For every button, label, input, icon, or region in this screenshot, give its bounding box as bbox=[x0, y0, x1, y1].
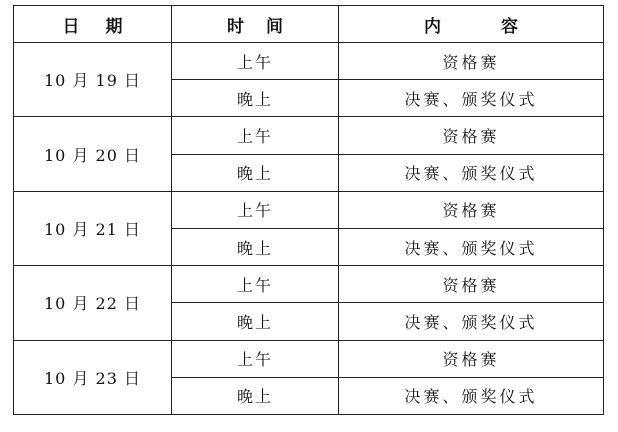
content-cell: 资格赛 bbox=[339, 191, 604, 228]
date-cell: 10 月 23 日 bbox=[14, 340, 172, 415]
time-cell: 上午 bbox=[172, 191, 339, 228]
time-cell: 晚上 bbox=[172, 154, 339, 191]
time-cell: 晚上 bbox=[172, 377, 339, 414]
table-row bbox=[14, 117, 604, 154]
time-cell: 晚上 bbox=[172, 228, 339, 265]
content-cell: 决赛、颁奖仪式 bbox=[339, 377, 604, 414]
table-row bbox=[14, 43, 604, 80]
content-cell: 决赛、颁奖仪式 bbox=[339, 154, 604, 191]
time-cell: 上午 bbox=[172, 340, 339, 377]
table-row bbox=[14, 191, 604, 228]
table-row bbox=[14, 340, 604, 377]
schedule-table bbox=[13, 5, 604, 415]
header-time: 时间 bbox=[172, 6, 339, 43]
content-cell: 资格赛 bbox=[339, 266, 604, 303]
table-row bbox=[14, 266, 604, 303]
content-cell: 决赛、颁奖仪式 bbox=[339, 80, 604, 117]
time-cell: 晚上 bbox=[172, 80, 339, 117]
time-cell: 上午 bbox=[172, 266, 339, 303]
time-cell: 晚上 bbox=[172, 303, 339, 340]
header-date: 日期 bbox=[14, 6, 172, 43]
content-cell: 资格赛 bbox=[339, 117, 604, 154]
content-cell: 资格赛 bbox=[339, 43, 604, 80]
date-cell: 10 月 19 日 bbox=[14, 43, 172, 117]
time-cell: 上午 bbox=[172, 43, 339, 80]
date-cell: 10 月 20 日 bbox=[14, 117, 172, 191]
content-cell: 决赛、颁奖仪式 bbox=[339, 228, 604, 265]
content-cell: 资格赛 bbox=[339, 340, 604, 377]
date-cell: 10 月 22 日 bbox=[14, 266, 172, 340]
header-row bbox=[14, 6, 604, 43]
header-content: 内容 bbox=[339, 6, 604, 43]
date-cell: 10 月 21 日 bbox=[14, 191, 172, 265]
content-cell: 决赛、颁奖仪式 bbox=[339, 303, 604, 340]
time-cell: 上午 bbox=[172, 117, 339, 154]
